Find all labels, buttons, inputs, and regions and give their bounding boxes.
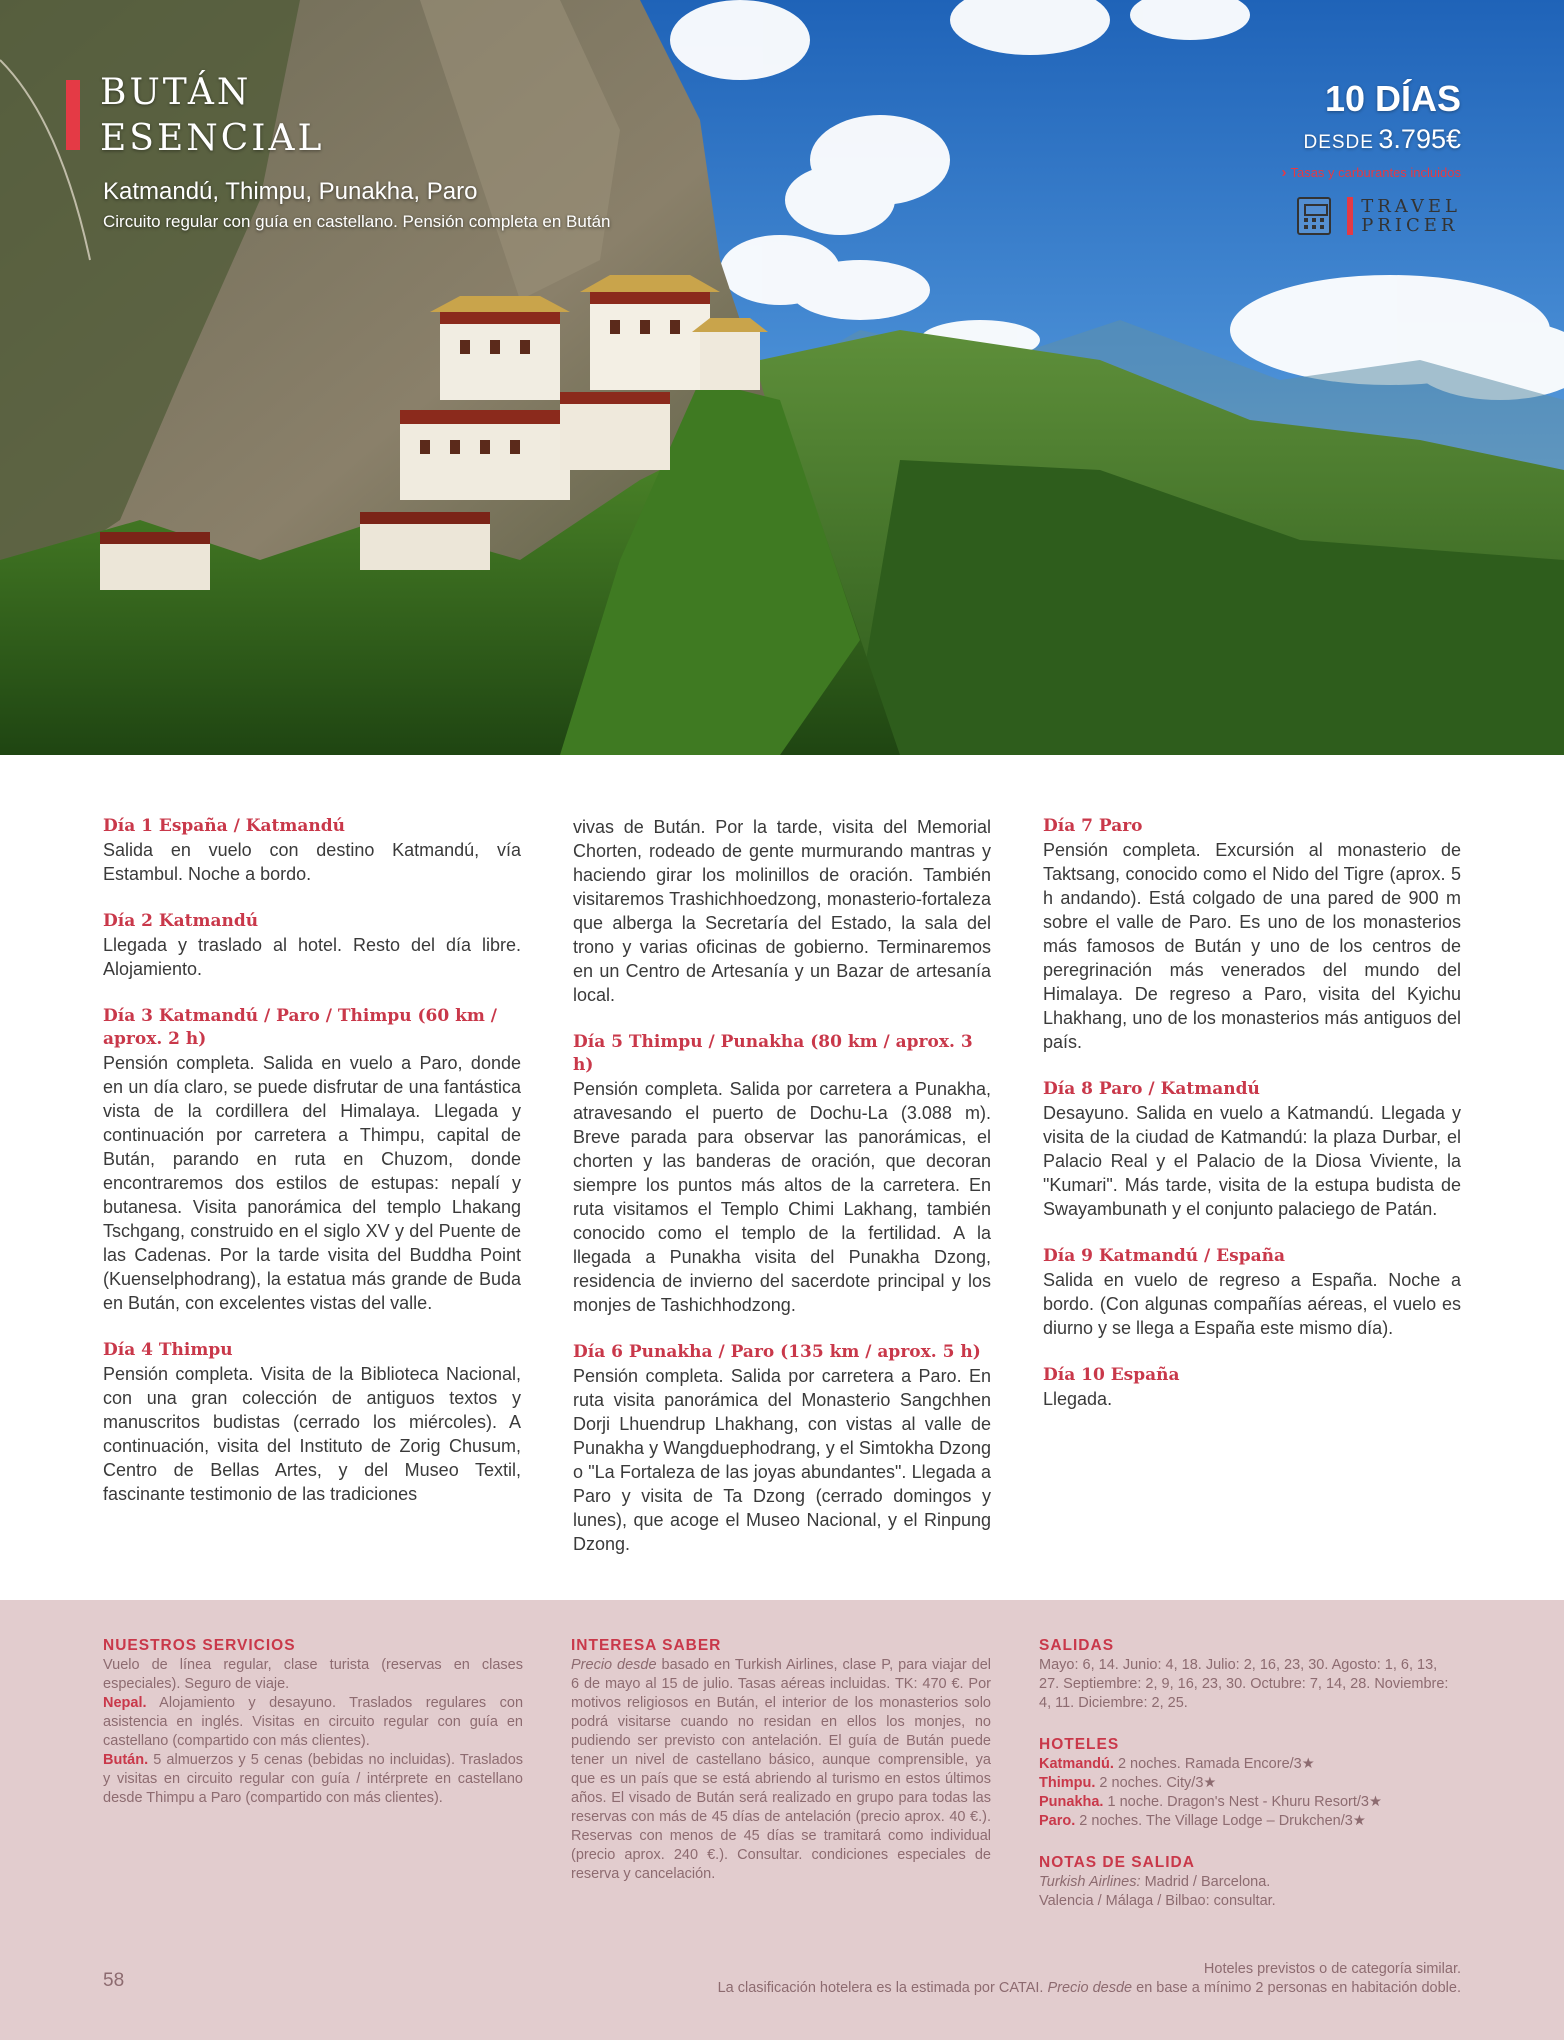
day-entry [573, 1341, 991, 1556]
hotel-text: 2 noches. The Village Lodge – Drukchen/3★ [1079, 1813, 1366, 1829]
notas-line1 [1039, 1873, 1459, 1892]
day-title: Día 2 Katmandú [103, 911, 259, 931]
day-text: Pensión completa. Salida en vuelo a Paro, donde en un día claro, se puede disfrutar de una fantástica vista de la cordillera del Himalaya. Llegada y continuación por carretera a Thimpu, capital de Bután, parando en ruta en Chuzom, donde encontraremos dos estilos de estupas: nepalí y butanesa. Visita panorámica del templo Lhakang Tschgang, construido en el siglo XV y del Puente de las Cadenas. Por la tarde visita del Buddha Point (Kuenselphodrang), la estatua más grande de Buda en Bután, con excelentes vistas del valle. [103, 1053, 521, 1313]
footer-line2-b: en base a mínimo 2 personas en habitación doble. [1136, 1980, 1461, 1996]
trip-price [1303, 124, 1461, 155]
taxes-note-text: Tasas y carburantes incluidos [1290, 165, 1461, 180]
day-title: Día 7 Paro [1043, 816, 1143, 836]
day-text: Desayuno. Salida en vuelo a Katmandú. Llegada y visita de la ciudad de Katmandú: la plaza Durbar, el Palacio Real y el Palacio de la Diosa Viviente, la "Kumari". Más tarde, visita de la estupa budista de Swayambunath y el conjunto palaciego de Patán. [1043, 1103, 1461, 1219]
day-title: Día 1 España / Katmandú [103, 816, 345, 836]
travel-pricer-badge [1297, 196, 1461, 236]
day-entry [103, 910, 521, 981]
day-entry [1043, 1245, 1461, 1340]
title-accent-bar [66, 80, 80, 150]
notas-heading: NOTAS DE SALIDA [1039, 1854, 1195, 1871]
trip-places: Katmandú, Thimpu, Punakha, Paro [103, 178, 478, 205]
hotel-text: 1 noche. Dragon's Nest - Khuru Resort/3★ [1107, 1794, 1382, 1810]
chevron-right-icon: › [1281, 164, 1287, 181]
trip-duration: 10 DÍAS [1324, 78, 1461, 119]
hotel-city: Thimpu. [1039, 1775, 1096, 1791]
badge-line2: PRICER [1361, 215, 1459, 236]
salidas-text: Mayo: 6, 14. Junio: 4, 18. Julio: 2, 16, 23, 30. Agosto: 1, 6, 13, 27. Septiembre: 2, 9, 16, 23, 30. Octubre: 7, 14, 28. Noviembre: 4, 11. Diciembre: 2, 25. [1039, 1657, 1449, 1711]
itinerary-column-3 [1043, 815, 1461, 1580]
services-intro: Vuelo de línea regular, clase turista (reservas en clases especiales). Seguro de viaje. [103, 1657, 523, 1692]
day-entry [1043, 815, 1461, 1054]
day-entry [573, 1031, 991, 1317]
footer-line2-em: Precio desde [1047, 1980, 1133, 1996]
day-text: Pensión completa. Salida por carretera a Paro. En ruta visita panorámica del Monasterio Sangchhen Dorji Lhuendrup Lhakhang, con vistas al valle de Punakha y Wangduephodrang, y el Simtokha Dzong o "La Fortaleza de las joyas abundantes". Llegada a Paro y visita de Ta Dzong (cerrado domingos y lunes), que acoge el Museo Nacional, y el Rinpung Dzong. [573, 1366, 991, 1554]
footer-notes [718, 1960, 1461, 1998]
page-number: 58 [103, 1970, 125, 1991]
day-entry [1043, 1364, 1461, 1411]
day-text: Salida en vuelo de regreso a España. Noche a bordo. (Con algunas compañías aéreas, el vuelo es diurno y se llega a España este mismo día). [1043, 1270, 1461, 1338]
price-amount: 3.795€ [1378, 124, 1461, 154]
hotel-city: Paro. [1039, 1813, 1076, 1829]
hotel-text: 2 noches. Ramada Encore/3★ [1117, 1756, 1315, 1772]
day-title: Día 5 Thimpu / Punakha (80 km / aprox. 3 h) [573, 1032, 973, 1075]
hotel-item [1039, 1755, 1459, 1774]
interesa-heading: INTERESA SABER [571, 1637, 722, 1654]
hotel-text: 2 noches. City/3★ [1099, 1775, 1217, 1791]
day-entry [103, 1339, 521, 1506]
services-butan-text: 5 almuerzos y 5 cenas (bebidas no incluidas). Traslados y visitas en circuito regular con guía / intérprete en castellano desde Thimpu a Paro (compartido con más clientes). [103, 1752, 524, 1806]
hoteles-heading: HOTELES [1039, 1736, 1120, 1753]
itinerary-column-2 [573, 815, 991, 1580]
services-nepal-text: Alojamiento y desayuno. Traslados regulares con asistencia en inglés. Visitas en circuito regular con guía en castellano (compartido con más clientes). [103, 1695, 524, 1749]
hotel-city: Katmandú. [1039, 1756, 1114, 1772]
day-title: Día 10 España [1043, 1365, 1180, 1385]
day-text: Salida en vuelo con destino Katmandú, vía Estambul. Noche a bordo. [103, 840, 521, 884]
footer-line1: Hoteles previstos o de categoría similar. [1203, 1961, 1461, 1977]
day-text: Pensión completa. Visita de la Biblioteca Nacional, con una gran colección de antiguos textos y manuscritos budistas (cerrado los miércoles). A continuación, visita del Instituto de Zorig Chusum, Centro de Bellas Artes, y del Museo Textil, fascinante testimonio de las tradiciones [103, 1364, 521, 1504]
day-text: Llegada y traslado al hotel. Resto del día libre. Alojamiento. [103, 935, 521, 979]
day-title: Día 3 Katmandú / Paro / Thimpu (60 km / aprox. 2 h) [103, 1006, 497, 1049]
info-box [0, 1600, 1564, 2040]
salidas-heading: SALIDAS [1039, 1637, 1115, 1654]
day-text: vivas de Bután. Por la tarde, visita del Memorial Chorten, rodeado de gente murmurando mantras y haciendo girar los molinillos de oración. También visitaremos Trashichhoedzong, monasterio-fortaleza que alberga la Secretaría del Estado, la sala del trono y varias oficinas de gobierno. Terminaremos en un Centro de Artesanía y un Bazar de artesanía local. [573, 817, 991, 1005]
services-nepal-label: Nepal. [103, 1695, 147, 1711]
day-text: Pensión completa. Excursión al monasterio de Taktsang, conocido como el Nido del Tigre (aprox. 5 h andando). Está colgado de una pared de 900 m sobre el valle de Paro. Es uno de los monasterios más famosos de Bután y uno de los centros de peregrinación más venerados del mundo del Himalaya. De regreso a Paro, visita del Kyichu Lhakhang, uno de los monasterios más antiguos del país. [1043, 840, 1461, 1052]
badge-accent-bar [1347, 197, 1353, 235]
hotel-city: Punakha. [1039, 1794, 1104, 1810]
interesa-em-lead: Precio desde [571, 1657, 657, 1673]
interesa-section [571, 1636, 991, 1884]
itinerary [103, 815, 1461, 1580]
hotel-item [1039, 1774, 1459, 1793]
interesa-body: basado en Turkish Airlines, clase P, para viajar del 6 de mayo al 15 de julio. Tasas aéreas incluidas. TK: 470 €. Por motivos religiosos en Bután, el interior de los monasterios solo podrá visitarse cuando no residan en ellos los monjes, no pudiendo ser previsto con antelación. El guía de Bután puede tener un nivel de castellano básico, aunque comprensible, ya que es un país que se está abriendo al turismo en estos últimos años. El visado de Bután será realizado en grupo para todas las reservas con más de 45 días de antelación (precio aprox. 40 €.). Reservas con menos de 45 días se tramitará como individual (precio aprox. 240 €.). Consultar. condiciones especiales de reserva y cancelación. [571, 1657, 992, 1882]
hotel-item [1039, 1793, 1459, 1812]
footer-line2-a: La clasificación hotelera es la estimada por CATAI. [717, 1980, 1044, 1996]
trip-title [100, 70, 324, 162]
day-entry [103, 815, 521, 886]
services-heading: NUESTROS SERVICIOS [103, 1637, 296, 1654]
price-prefix: DESDE [1303, 132, 1374, 153]
trip-title-line2: ESENCIAL [100, 118, 325, 159]
badge-line1: TRAVEL [1361, 196, 1461, 217]
services-section [103, 1636, 523, 1808]
trip-title-line1: BUTÁN [100, 72, 252, 113]
day-entry [103, 1005, 521, 1315]
notas-line2: Valencia / Málaga / Bilbao: consultar. [1039, 1893, 1276, 1909]
services-butan-label: Bután. [103, 1752, 149, 1768]
hotel-item [1039, 1812, 1459, 1831]
day-title: Día 8 Paro / Katmandú [1043, 1079, 1260, 1099]
taxes-note [1281, 164, 1461, 181]
day-text: Llegada. [1043, 1389, 1113, 1409]
day-text: Pensión completa. Salida por carretera a Punakha, atravesando el puerto de Dochu-La (3.088 m). Breve parada para observar las panorámicas, el chorten y las banderas de oración, que decoran siempre los puntos más altos de la carretera. En ruta visitamos el Templo Chimi Lakhang, también conocido como el templo de la fertilidad. A la llegada a Punakha visita del Punakha Dzong, residencia de invierno del sacerdote principal y los monjes de Tashichhodzong. [573, 1079, 991, 1315]
calculator-icon [1297, 197, 1331, 235]
footer-line2 [718, 1979, 1461, 1998]
day-continuation [573, 815, 991, 1007]
day-entry [1043, 1078, 1461, 1221]
notas-line1-text: Madrid / Barcelona. [1144, 1874, 1271, 1890]
trip-circuit-description: Circuito regular con guía en castellano. Pensión completa en Bután [103, 212, 611, 231]
itinerary-column-1 [103, 815, 521, 1580]
day-title: Día 4 Thimpu [103, 1340, 233, 1360]
salidas-hoteles-section [1039, 1636, 1459, 1911]
interesa-text [571, 1656, 991, 1884]
badge-text [1361, 197, 1461, 235]
hero-image [0, 0, 1564, 755]
day-title: Día 6 Punakha / Paro (135 km / aprox. 5 h) [573, 1342, 981, 1362]
day-title: Día 9 Katmandú / España [1043, 1246, 1285, 1266]
services-text [103, 1656, 523, 1808]
notas-em-lead: Turkish Airlines: [1039, 1874, 1141, 1890]
